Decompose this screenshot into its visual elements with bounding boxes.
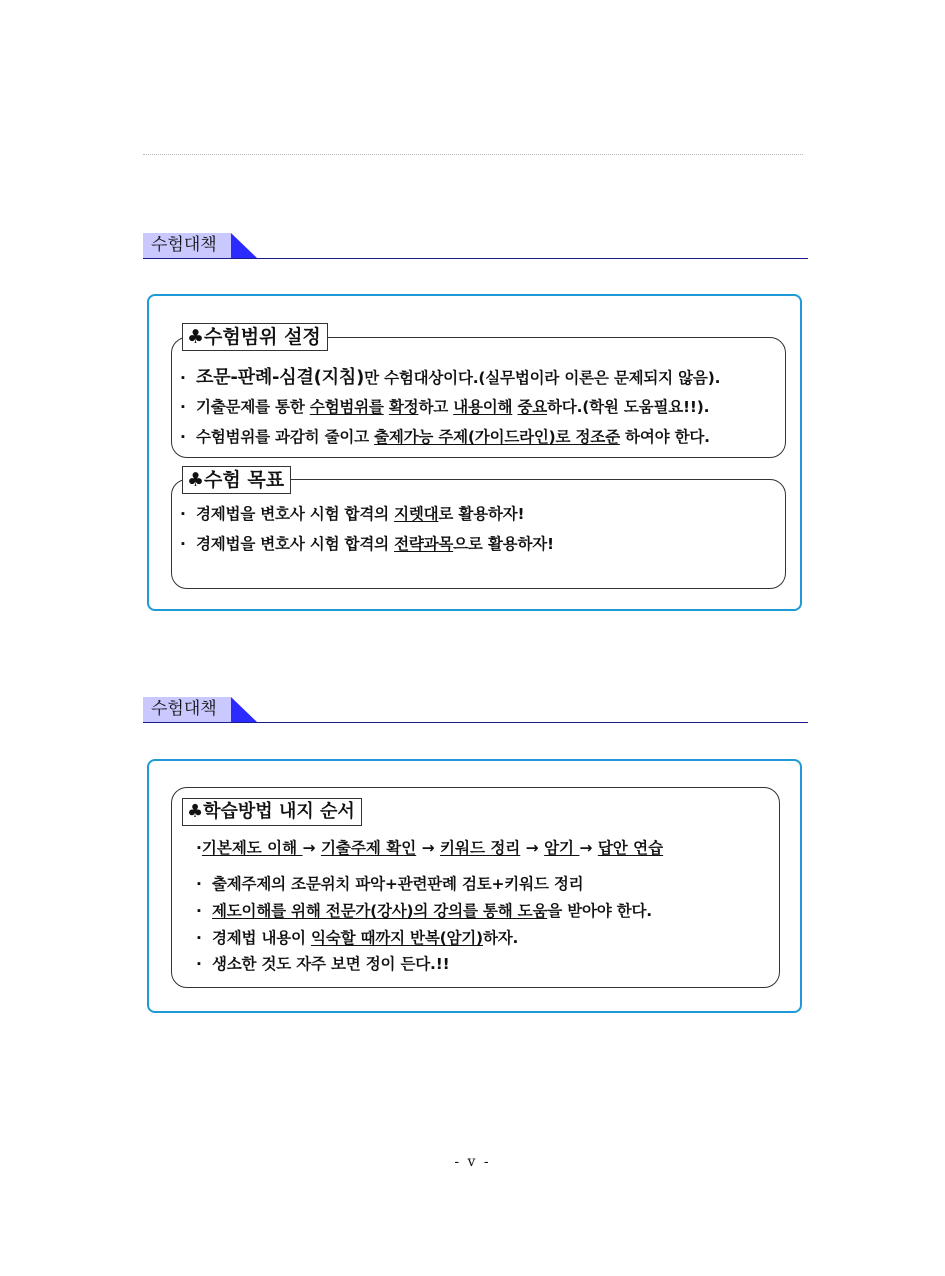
goal-box [171,479,786,589]
strategy-box [147,294,802,611]
club-icon: ♣ [187,801,204,822]
list-item: · 수험범위를 과감히 줄이고 출제가능 주제(가이드라인)로 정조준 하여야 한다. [180,428,710,446]
list-item: · 경제법 내용이 익숙할 때까지 반복(암기)하자. [196,929,519,947]
list-item: · 기출문제를 통한 수험범위를 확정하고 내용이해 중요하다.(학원 도움필요!!). [180,398,710,416]
study-flow: ·기본제도 이해 → 기출주제 확인 → 키워드 정리 → 암기 → 답안 연습 [196,839,664,857]
list-item: · 출제주제의 조문위치 파악+관련판례 검토+키워드 정리 [196,875,584,893]
list-item: · 제도이해를 위해 전문가(강사)의 강의를 통해 도움을 받아야 한다. [196,902,652,920]
list-item: · 생소한 것도 자주 보면 정이 든다.!! [196,955,450,973]
study-method-title: ♣학습방법 내지 순서 [182,798,362,826]
header-triangle [231,233,257,258]
section-title: 수험대책 [143,233,231,258]
club-icon: ♣ [187,469,205,491]
top-dotted-rule [143,154,803,155]
header-underline [143,722,808,723]
goal-title: ♣수험 목표 [182,466,291,494]
scope-box [171,337,786,458]
list-item: · 경제법을 변호사 시험 합격의 지렛대로 활용하자! [180,505,525,523]
club-icon: ♣ [187,326,205,348]
section-header [143,233,808,259]
page-number: - v - [454,1154,491,1170]
scope-title: ♣수험범위 설정 [182,323,328,351]
header-underline [143,258,808,259]
study-method-box [171,787,780,988]
section-title: 수험대책 [143,697,231,722]
header-triangle [231,697,257,722]
section-header [143,697,808,723]
list-item: · 경제법을 변호사 시험 합격의 전략과목으로 활용하자! [180,535,554,553]
list-item: · 조문-판례-심결(지침)만 수험대상이다.(실무법이라 이론은 문제되지 않음). [180,367,721,388]
study-box [147,759,802,1013]
